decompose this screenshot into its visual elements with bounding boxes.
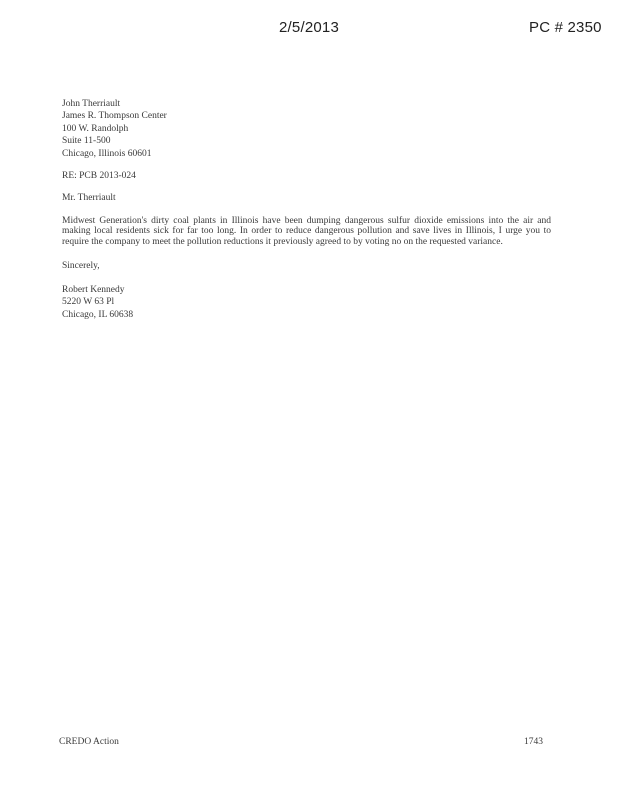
closing: Sincerely, xyxy=(62,260,100,271)
footer-page-number: 1743 xyxy=(524,737,543,747)
recipient-suite: Suite 11-500 xyxy=(62,136,111,147)
signer-street: 5220 W 63 Pl xyxy=(62,297,115,308)
signer-city: Chicago, IL 60638 xyxy=(62,309,134,320)
recipient-street: 100 W. Randolph xyxy=(62,123,129,134)
recipient-city: Chicago, Illinois 60601 xyxy=(62,148,152,159)
body-paragraph: Midwest Generation's dirty coal plants in Illinois have been dumping dangerous sulfur dioxide emissions into the air and making local residents sick for far too long. In order to reduce dangerous pollution and save lives in Illinois, I urge you to require the company to meet the pollution reductions it previously agreed to by voting no on the requested variance. xyxy=(62,215,551,248)
pc-number-stamp: PC # 2350 xyxy=(529,19,602,36)
re-line: RE: PCB 2013-024 xyxy=(62,171,136,182)
salutation: Mr. Therriault xyxy=(62,193,116,204)
signer-name: Robert Kennedy xyxy=(62,285,125,296)
footer-organization: CREDO Action xyxy=(59,737,119,747)
recipient-name: John Therriault xyxy=(62,99,121,109)
recipient-building: James R. Thompson Center xyxy=(62,111,167,122)
recipient-address xyxy=(62,98,554,160)
letter-body xyxy=(62,98,554,321)
filing-date-stamp: 2/5/2013 xyxy=(279,19,339,36)
signature-block xyxy=(62,284,554,321)
